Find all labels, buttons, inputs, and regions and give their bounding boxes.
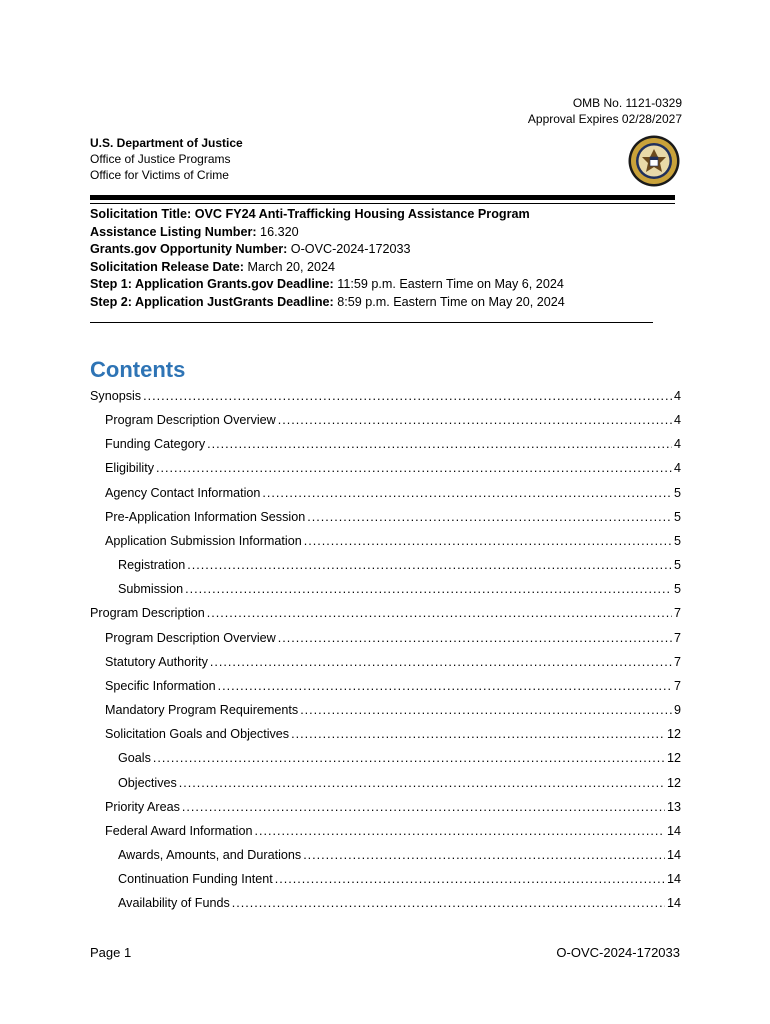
solicitation-title: Solicitation Title: OVC FY24 Anti-Trafficking Housing Assistance Program [90,207,530,221]
toc-entry[interactable] [90,432,681,456]
office-name: Office for Victims of Crime [90,168,229,182]
toc-entry[interactable] [90,698,681,722]
toc-entry-title[interactable]: Goals [118,751,151,766]
toc-entry[interactable] [90,384,681,408]
document-id: O-OVC-2024-172033 [556,945,680,960]
toc-entry-page[interactable]: 9 [673,703,681,718]
toc-entry-page[interactable]: 7 [673,606,681,621]
toc-entry[interactable] [90,867,681,891]
toc-entry-page[interactable]: 12 [666,751,681,766]
toc-entry-title[interactable]: Funding Category [105,437,206,452]
toc-entry-title[interactable]: Continuation Funding Intent [118,872,273,887]
toc-entry-page[interactable]: 12 [666,775,681,790]
toc-entry-title[interactable]: Synopsis [90,389,142,403]
toc-leader-dots [207,601,672,625]
toc-entry-title[interactable]: Program Description [90,606,205,621]
toc-leader-dots [153,746,665,770]
toc-entry-title[interactable]: Program Description Overview [105,630,276,645]
header-rule-thick [90,195,675,200]
toc-leader-dots [179,771,665,795]
toc-leader-dots [278,408,672,432]
toc-entry[interactable] [90,529,681,553]
toc-entry[interactable] [90,819,681,843]
toc-entry[interactable] [90,795,681,819]
toc-leader-dots [232,891,665,915]
toc-leader-dots [182,795,665,819]
toc-entry-title[interactable]: Awards, Amounts, and Durations [118,847,302,862]
omb-block [528,95,682,127]
toc-entry[interactable] [90,456,681,480]
toc-entry-page[interactable]: 4 [673,461,681,476]
toc-entry-title[interactable]: Registration [118,558,186,573]
toc-entry[interactable] [90,891,681,915]
toc-entry[interactable] [90,481,681,505]
office-name: Office of Justice Programs [90,152,231,166]
omb-number: OMB No. 1121-0329 [572,96,682,110]
toc-entry[interactable] [90,553,681,577]
header-rule-thin [90,203,675,204]
toc-entry[interactable] [90,626,681,650]
toc-entry-page[interactable]: 7 [673,654,681,669]
toc-entry-page[interactable]: 14 [666,847,681,862]
release-date: Solicitation Release Date: March 20, 2024 [90,259,335,274]
toc-entry-page[interactable]: 4 [673,437,681,452]
toc-entry-title[interactable]: Availability of Funds [118,896,230,911]
toc-entry-title[interactable]: Application Submission Information [105,533,302,548]
solicitation-block [90,206,565,311]
toc-entry-page[interactable]: 4 [673,413,681,428]
toc-entry-title[interactable]: Eligibility [105,461,154,476]
toc-entry-page[interactable]: 5 [673,582,681,597]
toc-entry-page[interactable]: 5 [673,485,681,500]
toc-entry-page[interactable]: 4 [673,389,681,403]
toc-leader-dots [300,698,672,722]
toc-leader-dots [156,456,672,480]
toc-entry[interactable] [90,771,681,795]
toc-leader-dots [304,529,672,553]
toc-entry[interactable] [90,722,681,746]
toc-leader-dots [207,432,672,456]
toc-entry-page[interactable]: 7 [673,630,681,645]
toc-entry[interactable] [90,746,681,770]
step1-deadline: Step 1: Application Grants.gov Deadline: 11:59 p.m. Eastern Time on May 6, 2024 [90,277,564,291]
toc-entry-title[interactable]: Priority Areas [105,799,180,814]
toc-entry[interactable] [90,601,681,625]
toc-entry[interactable] [90,674,681,698]
agency-block [90,135,243,183]
toc-leader-dots [307,505,672,529]
doj-seal-icon [628,135,680,187]
toc-entry[interactable] [90,577,681,601]
toc-leader-dots [262,481,672,505]
toc-leader-dots [278,626,672,650]
toc-entry-title[interactable]: Agency Contact Information [105,485,261,500]
approval-expires: Approval Expires 02/28/2027 [527,112,682,126]
toc-entry[interactable] [90,408,681,432]
toc-entry-page[interactable]: 13 [666,799,681,814]
toc-entry-page[interactable]: 5 [673,509,681,524]
toc-leader-dots [185,577,672,601]
toc-entry[interactable] [90,505,681,529]
contents-heading: Contents [90,357,186,382]
toc-leader-dots [291,722,665,746]
toc-leader-dots [218,674,672,698]
toc-entry-title[interactable]: Specific Information [105,678,216,693]
toc-entry-page[interactable]: 14 [666,872,681,887]
toc-entry[interactable] [90,650,681,674]
opportunity-number: Grants.gov Opportunity Number: O-OVC-2024-172033 [90,242,411,256]
toc-leader-dots [187,553,672,577]
toc-entry[interactable] [90,843,681,867]
toc-leader-dots [254,819,665,843]
toc-entry-title[interactable]: Statutory Authority [105,654,208,669]
toc-entry-title[interactable]: Solicitation Goals and Objectives [105,727,290,742]
toc-entry-page[interactable]: 7 [673,678,681,693]
toc-entry-title[interactable]: Submission [118,582,184,597]
toc-entry-page[interactable]: 12 [666,727,681,742]
solicitation-rule [90,322,653,323]
toc-entry-title[interactable]: Objectives [118,775,177,790]
toc-entry-page[interactable]: 5 [673,533,681,548]
toc-leader-dots [303,843,665,867]
toc-entry-title[interactable]: Program Description Overview [105,413,276,428]
toc-entry-title[interactable]: Federal Award Information [105,823,253,838]
toc-leader-dots [143,384,672,408]
toc-entry-page[interactable]: 14 [666,823,681,838]
step2-deadline: Step 2: Application JustGrants Deadline: 8:59 p.m. Eastern Time on May 20, 2024 [90,294,565,309]
department-name: U.S. Department of Justice [90,136,243,150]
toc-leader-dots [210,650,672,674]
toc-entry-title[interactable]: Pre-Application Information Session [105,509,306,524]
assistance-listing: Assistance Listing Number: 16.320 [90,224,299,239]
toc-entry-page[interactable]: 14 [666,896,681,911]
toc-leader-dots [275,867,665,891]
page-number: Page 1 [90,945,132,960]
toc-entry-title[interactable]: Mandatory Program Requirements [105,703,299,718]
table-of-contents [90,384,681,915]
toc-entry-page[interactable]: 5 [673,558,681,573]
